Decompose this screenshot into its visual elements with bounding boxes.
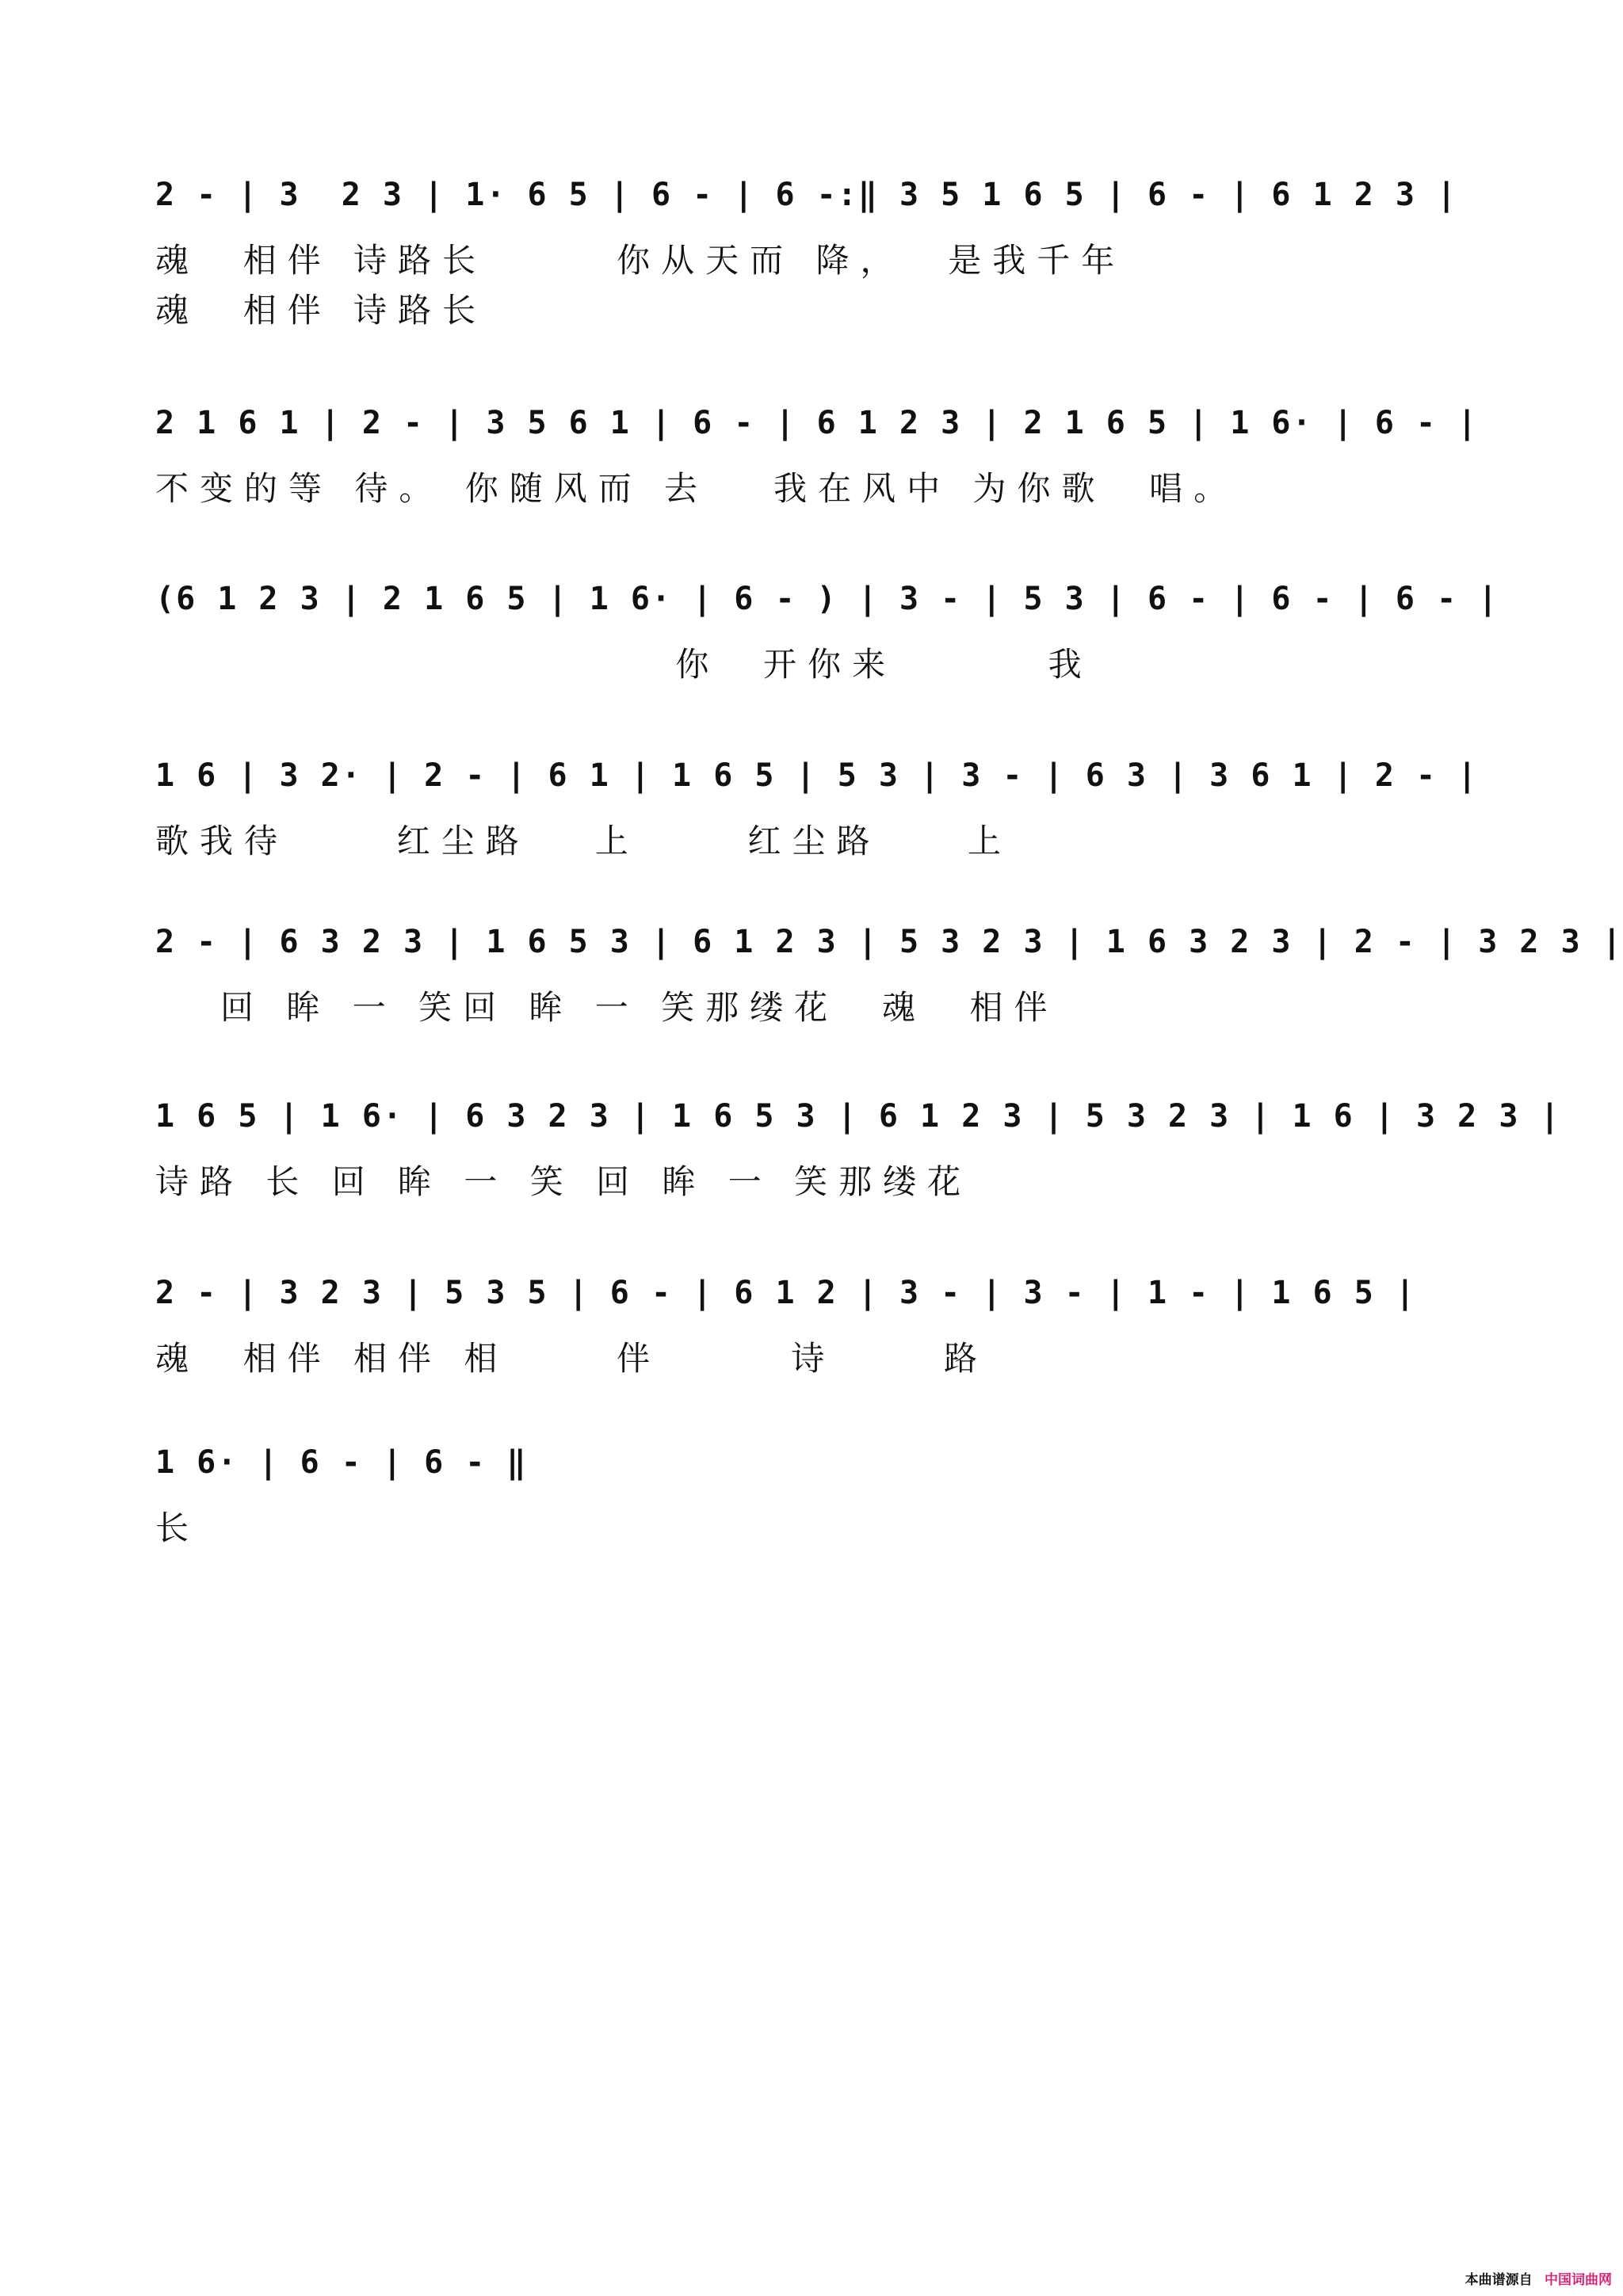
notation-line-3: (6 1 2 3 | 2 1 6 5 | 1 6· | 6 - ) | 3 - | 5 3 | 6 - | 6 - | 6 - | bbox=[155, 581, 1499, 617]
lyric-line-4-1: 歌我待 红尘路 上 红尘路 上 bbox=[155, 822, 1012, 860]
lyric-line-1-2: 魂 相伴 诗路长 bbox=[155, 291, 487, 330]
lyric-line-7-1: 魂 相伴 相伴 相 伴 诗 路 bbox=[155, 1339, 989, 1378]
lyric-line-1-1: 魂 相伴 诗路长 你从天而 降， 是我千年 bbox=[155, 241, 1126, 280]
source-label: 本曲谱源自 bbox=[1465, 2272, 1533, 2288]
notation-line-1: 2 - | 3 2 3 | 1· 6 5 | 6 - | 6 -:‖ 3 5 1 6 5 | 6 - | 6 1 2 3 | bbox=[155, 177, 1458, 213]
lyric-line-3-1: 你 开你来 我 bbox=[155, 645, 1093, 684]
lyric-line-6-1: 诗路 长 回 眸 一 笑 回 眸 一 笑那缕花 bbox=[155, 1162, 972, 1201]
notation-line-8: 1 6· | 6 - | 6 - ‖ bbox=[155, 1444, 528, 1481]
notation-line-7: 2 - | 3 2 3 | 5 3 5 | 6 - | 6 1 2 | 3 - | 3 - | 1 - | 1 6 5 | bbox=[155, 1275, 1417, 1311]
notation-line-5: 2 - | 6 3 2 3 | 1 6 5 3 | 6 1 2 3 | 5 3 2 3 | 1 6 3 2 3 | 2 - | 3 2 3 | bbox=[155, 924, 1623, 960]
notation-line-6: 1 6 5 | 1 6· | 6 3 2 3 | 1 6 5 3 | 6 1 2 3 | 5 3 2 3 | 1 6 | 3 2 3 | bbox=[155, 1098, 1561, 1135]
lyric-line-2-1: 不变的等 待。 你随风而 去 我在风中 为你歌 唱。 bbox=[155, 469, 1239, 508]
notation-line-4: 1 6 | 3 2· | 2 - | 6 1 | 1 6 5 | 5 3 | 3 - | 6 3 | 3 6 1 | 2 - | bbox=[155, 757, 1479, 794]
lyric-line-8-1: 长 bbox=[155, 1508, 200, 1547]
source-credit bbox=[1465, 2272, 1612, 2288]
lyric-line-5-1: 回 眸 一 笑回 眸 一 笑那缕花 魂 相伴 bbox=[155, 988, 1059, 1027]
source-site-name: 中国词曲网 bbox=[1545, 2272, 1612, 2288]
notation-line-2: 2 1 6 1 | 2 - | 3 5 6 1 | 6 - | 6 1 2 3 | 2 1 6 5 | 1 6· | 6 - | bbox=[155, 405, 1479, 441]
